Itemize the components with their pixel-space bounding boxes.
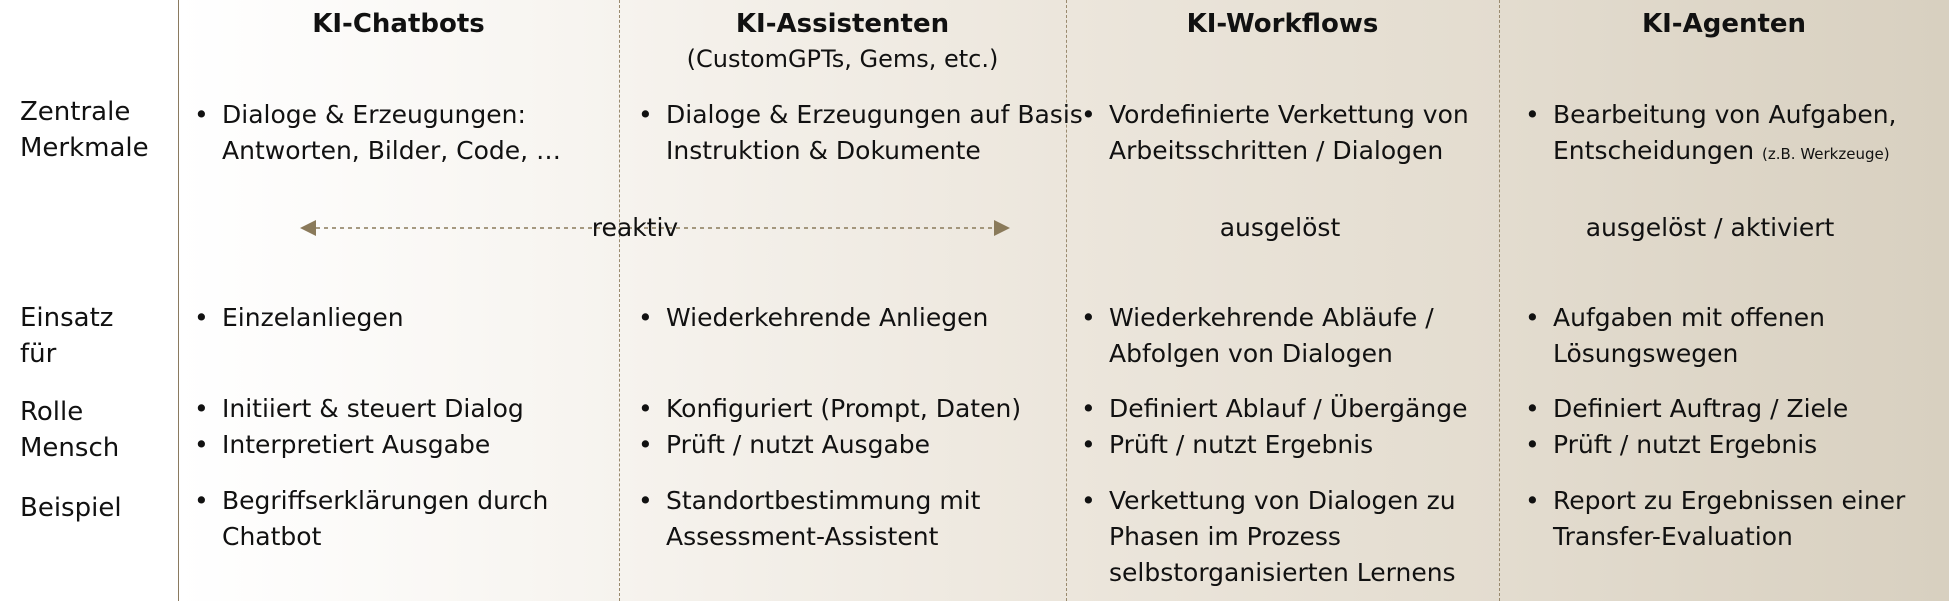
beispiel-chatbots: • Begriffserklärungen durch Chatbot [192, 483, 548, 555]
mode-workflows: ausgelöst [1219, 213, 1341, 242]
column-divider-2 [1066, 0, 1067, 601]
row-label-einsatz: Einsatz für [20, 303, 114, 369]
beispiel-agenten: • Report zu Ergebnissen einer Transfer-Evaluation [1523, 483, 1905, 555]
header-ki-assistenten: KI-Assistenten (CustomGPTs, Gems, etc.) [619, 6, 1066, 76]
row-label-merkmale: Zentrale Merkmale [20, 97, 149, 163]
column-divider-3 [1499, 0, 1500, 601]
merkmale-workflows: • Vordefinierte Verkettung von Arbeitsschritten / Dialogen [1079, 97, 1469, 169]
row-label-beispiel: Beispiel [20, 493, 122, 523]
einsatz-assistenten: • Wiederkehrende Anliegen [636, 300, 988, 336]
mode-agenten: ausgelöst / aktiviert [1585, 213, 1835, 242]
row-label-separator [178, 0, 179, 601]
merkmale-chatbots: • Dialoge & Erzeugungen: Antworten, Bilder, Code, … [192, 97, 561, 169]
column-divider-1 [619, 0, 620, 601]
beispiel-workflows: • Verkettung von Dialogen zu Phasen im Prozess selbstorganisierten Lernens [1079, 483, 1456, 591]
mode-reaktiv: reaktiv [591, 213, 679, 242]
merkmale-agenten: • Bearbeitung von Aufgaben, Entscheidungen (z.B. Werkzeuge) [1523, 97, 1897, 172]
row-label-rolle: Rolle Mensch [20, 397, 120, 463]
rolle-agenten: • Definiert Auftrag / Ziele • Prüft / nutzt Ergebnis [1523, 391, 1848, 463]
einsatz-workflows: • Wiederkehrende Abläufe / Abfolgen von Dialogen [1079, 300, 1434, 372]
einsatz-agenten: • Aufgaben mit offenen Lösungswegen [1523, 300, 1825, 372]
header-ki-chatbots: KI-Chatbots [312, 9, 485, 39]
rolle-workflows: • Definiert Ablauf / Übergänge • Prüft / nutzt Ergebnis [1079, 391, 1467, 463]
einsatz-chatbots: • Einzelanliegen [192, 300, 404, 336]
header-ki-workflows: KI-Workflows [1186, 9, 1379, 39]
rolle-assistenten: • Konfiguriert (Prompt, Daten) • Prüft / nutzt Ausgabe [636, 391, 1021, 463]
merkmale-assistenten: • Dialoge & Erzeugungen auf Basis Instruktion & Dokumente [636, 97, 1083, 169]
beispiel-assistenten: • Standortbestimmung mit Assessment-Assistent [636, 483, 980, 555]
merkmale-agenten-note: (z.B. Werkzeuge) [1762, 145, 1890, 163]
rolle-chatbots: • Initiiert & steuert Dialog • Interpretiert Ausgabe [192, 391, 524, 463]
header-ki-agenten: KI-Agenten [1641, 9, 1807, 39]
header-subtitle: (CustomGPTs, Gems, etc.) [686, 45, 999, 73]
